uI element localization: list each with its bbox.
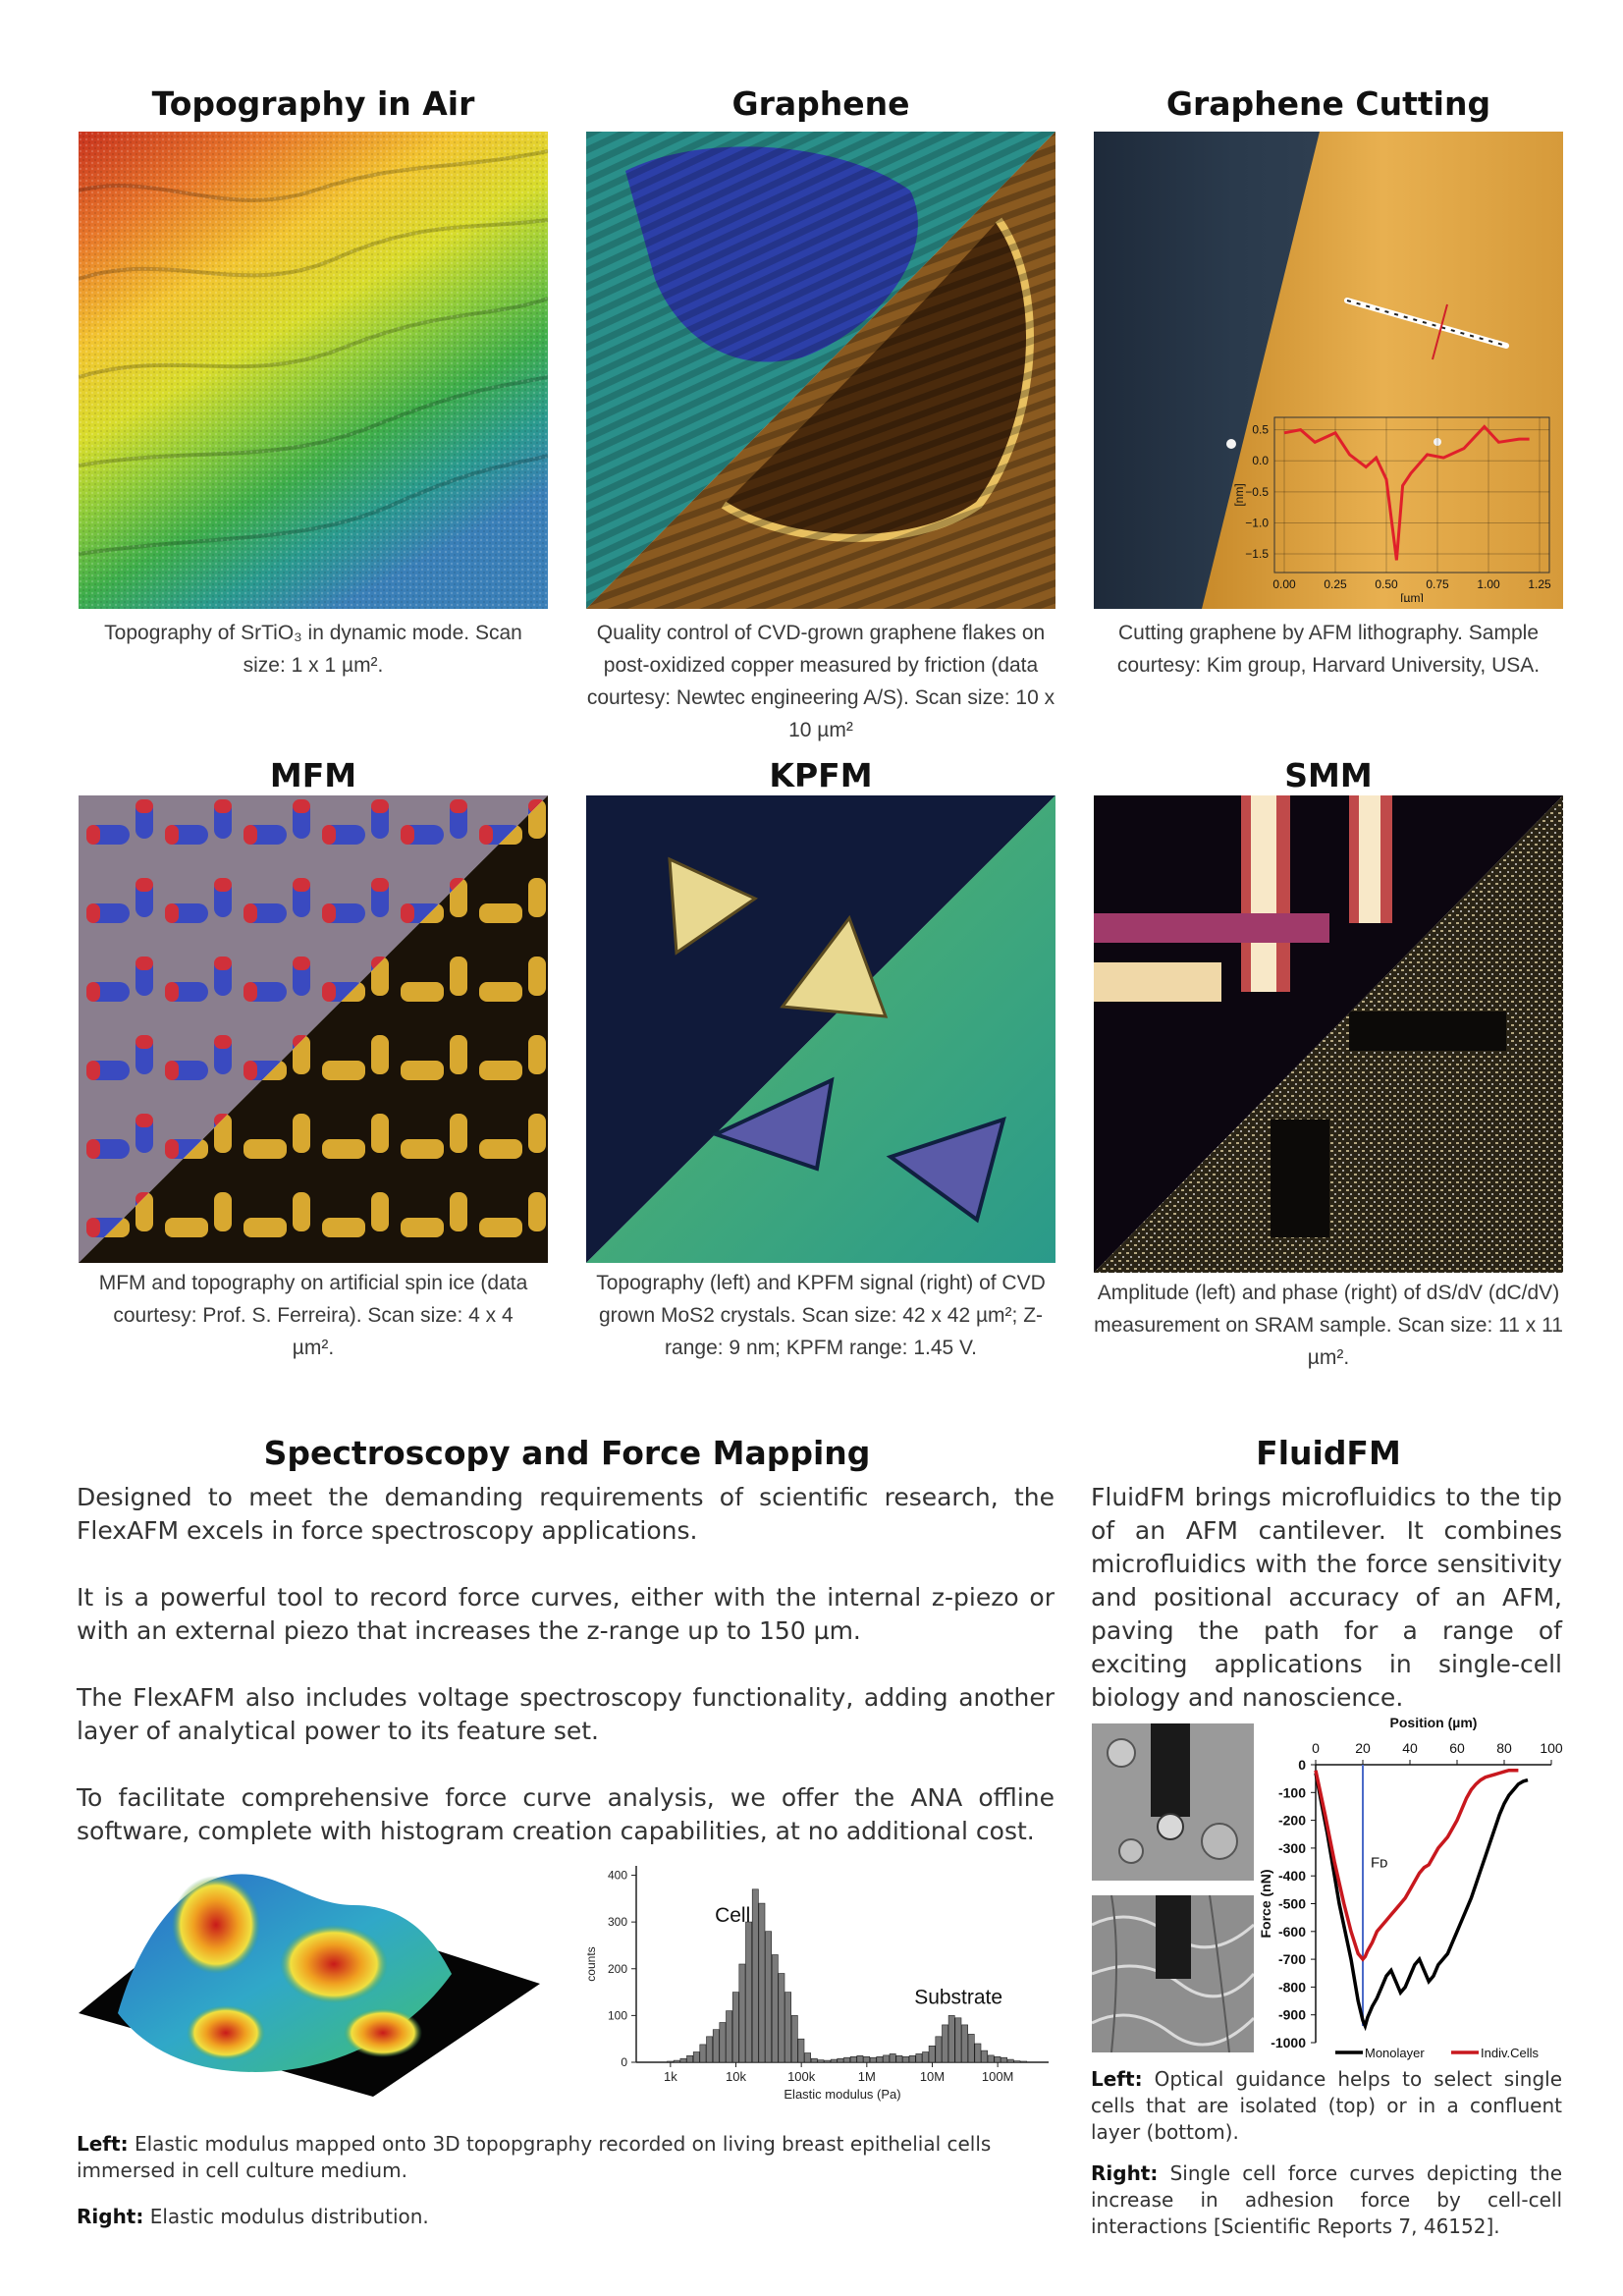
force-fd-label: Fᴅ bbox=[1371, 1854, 1388, 1872]
histogram-bar bbox=[727, 2011, 732, 2062]
caption-text: Quality control of CVD-grown graphene flakes on post-oxidized copper measured by friction (data courtesy: Newtec engineering A/S). Scan size: 10 x 10 µm² bbox=[586, 622, 1055, 741]
histogram-annotation-substrate: Substrate bbox=[914, 1986, 1003, 2009]
topography-image bbox=[79, 132, 548, 609]
caption-text: Elastic modulus mapped onto 3D topopgraphy recorded on living breast epithelial cells immersed in cell culture medium. bbox=[77, 2132, 992, 2182]
mfm-image bbox=[79, 795, 548, 1263]
inset-ytick-label: −0.5 bbox=[1245, 484, 1269, 499]
histogram-ytick-label: 200 bbox=[607, 1961, 627, 1976]
spectroscopy-caption-left bbox=[77, 2131, 1055, 2184]
spectroscopy-paragraph: It is a powerful tool to record force curves, either with the internal z-piezo or with an external piezo that increases the z-range up to 150 µm. bbox=[77, 1583, 1055, 1645]
caption-text: Amplitude (left) and phase (right) of dS/dV (dC/dV) measurement on SRAM sample. Scan size: 11 x 11 µm². bbox=[1094, 1282, 1563, 1369]
histogram-bar bbox=[936, 2037, 942, 2062]
histogram-xtick-label: 100M bbox=[981, 2069, 1014, 2084]
histogram-bar bbox=[864, 2056, 870, 2062]
histogram-bar bbox=[877, 2056, 883, 2062]
histogram-bar bbox=[779, 1974, 784, 2063]
histogram-bar bbox=[713, 2030, 719, 2062]
force-ytick-label: -800 bbox=[1277, 1979, 1306, 1995]
caption-text: Cutting graphene by AFM lithography. Sample courtesy: Kim group, Harvard University, USA. bbox=[1116, 622, 1541, 677]
histogram-bar bbox=[943, 2025, 948, 2062]
histogram-bar bbox=[674, 2060, 679, 2062]
histogram-bar bbox=[988, 2055, 994, 2062]
histogram-bar bbox=[707, 2037, 713, 2062]
panel-title-graphene: Graphene bbox=[731, 84, 910, 123]
force-ytick-label: -100 bbox=[1277, 1784, 1306, 1801]
inset-ytick-label: −1.5 bbox=[1245, 547, 1269, 562]
histogram-bar bbox=[680, 2058, 686, 2062]
histogram-bar bbox=[870, 2057, 876, 2062]
panel-title-kpfm: KPFM bbox=[769, 756, 873, 794]
fluidfm-caption-right bbox=[1091, 2160, 1562, 2240]
inset-xtick-label: 0.50 bbox=[1375, 577, 1398, 591]
panel-title-mfm: MFM bbox=[269, 756, 357, 794]
force-xtick-label: 60 bbox=[1449, 1740, 1465, 1756]
caption-text: Topography (left) and KPFM signal (right) of CVD grown MoS2 crystals. Scan size: 42 x 42 µm²; Z-range: 9 nm; KPFM range: 1.45 V. bbox=[596, 1272, 1046, 1359]
histogram-annotation-cell: Cell bbox=[715, 1904, 751, 1928]
spectroscopy-text bbox=[77, 1481, 1055, 1882]
histogram-bar bbox=[844, 2057, 850, 2062]
histogram-bar bbox=[700, 2045, 706, 2062]
histogram-bar bbox=[720, 2023, 726, 2063]
force-curve-chart bbox=[1257, 1714, 1571, 2067]
panel-caption-mfm bbox=[98, 1267, 528, 1364]
caption-label: Left: bbox=[77, 2132, 129, 2156]
histogram-ytick-label: 0 bbox=[621, 2055, 627, 2069]
panel-title-topography: Topography in Air bbox=[151, 84, 475, 123]
force-series-line bbox=[1316, 1774, 1528, 2027]
histogram-bar bbox=[909, 2055, 915, 2062]
force-ytick-label: -200 bbox=[1277, 1812, 1306, 1829]
histogram-bar bbox=[831, 2059, 837, 2062]
inset-xtick-label: 1.00 bbox=[1477, 577, 1500, 591]
histogram-bar bbox=[916, 2053, 922, 2062]
panel-caption-graphene-cutting bbox=[1094, 617, 1563, 682]
caption-label: Right: bbox=[77, 2205, 144, 2228]
inset-ytick-label: 0.0 bbox=[1252, 454, 1269, 468]
spectroscopy-paragraph: Designed to meet the demanding requirements of scientific research, the FlexAFM excels in force spectroscopy applications. bbox=[77, 1483, 1055, 1545]
force-ytick-label: -1000 bbox=[1271, 2035, 1306, 2050]
spectroscopy-paragraph: The FlexAFM also includes voltage spectroscopy functionality, adding another layer of analytical power to its feature set. bbox=[77, 1683, 1055, 1745]
force-xtick-label: 80 bbox=[1496, 1740, 1512, 1756]
histogram-bar bbox=[948, 2015, 954, 2062]
inset-xtick-label: 0.00 bbox=[1272, 577, 1296, 591]
caption-text: Optical guidance helps to select single cells that are isolated (top) or in a confluent layer (bottom). bbox=[1091, 2067, 1562, 2144]
histogram-bar bbox=[746, 1922, 752, 2062]
panel-caption-graphene bbox=[581, 617, 1060, 746]
force-ylabel: Force (nN) bbox=[1258, 1869, 1273, 1939]
elastic-modulus-histogram bbox=[577, 1856, 1058, 2121]
histogram-bar bbox=[805, 2053, 811, 2063]
histogram-bar bbox=[772, 1955, 778, 2063]
optical-image-isolated-cell bbox=[1092, 1723, 1254, 1881]
histogram-ytick-label: 300 bbox=[607, 1915, 627, 1930]
histogram-bar bbox=[739, 1964, 745, 2062]
histogram-xtick-label: 100k bbox=[787, 2069, 816, 2084]
histogram-xlabel: Elastic modulus (Pa) bbox=[784, 2087, 901, 2102]
histogram-bar bbox=[975, 2044, 981, 2062]
histogram-bar bbox=[825, 2060, 831, 2062]
panel-caption-topography bbox=[88, 617, 538, 682]
force-xtick-label: 0 bbox=[1312, 1740, 1320, 1756]
kpfm-image bbox=[586, 795, 1055, 1263]
histogram-bar bbox=[982, 2050, 988, 2062]
fluidfm-text bbox=[1091, 1481, 1562, 1715]
inset-xlabel: [µm] bbox=[1400, 591, 1424, 602]
histogram-bar bbox=[995, 2056, 1001, 2062]
force-ytick-label: -700 bbox=[1277, 1951, 1306, 1968]
histogram-bar bbox=[818, 2060, 824, 2062]
graphene-image bbox=[586, 132, 1055, 609]
panel-caption-smm bbox=[1094, 1277, 1563, 1374]
histogram-bar bbox=[850, 2056, 856, 2062]
force-ytick-label: -500 bbox=[1277, 1895, 1306, 1912]
histogram-bar bbox=[732, 1993, 738, 2062]
histogram-bar bbox=[962, 2025, 968, 2062]
histogram-bar bbox=[896, 2055, 902, 2062]
histogram-bar bbox=[1021, 2061, 1027, 2062]
histogram-bar bbox=[687, 2055, 693, 2062]
spectroscopy-paragraph: To facilitate comprehensive force curve analysis, we offer the ANA offline software, complete with histogram creation capabilities, at no additional cost. bbox=[77, 1783, 1055, 1845]
histogram-bar bbox=[752, 1889, 758, 2062]
force-ytick-label: 0 bbox=[1298, 1757, 1306, 1773]
histogram-bar bbox=[759, 1903, 765, 2062]
histogram-bar bbox=[857, 2055, 863, 2062]
fluidfm-paragraph: FluidFM brings microfluidics to the tip of an AFM cantilever. It combines microfluidics with the force sensitivity and positional accuracy of an AFM, paving the path for a range of exciting applications in single-cell biology and nanoscience. bbox=[1091, 1483, 1562, 1712]
force-legend-label: Monolayer bbox=[1365, 2046, 1425, 2060]
force-ytick-label: -400 bbox=[1277, 1868, 1306, 1885]
smm-image bbox=[1094, 795, 1563, 1273]
optical-image-confluent-layer bbox=[1092, 1895, 1254, 2052]
histogram-bar bbox=[890, 2053, 895, 2062]
section-title-spectroscopy: Spectroscopy and Force Mapping bbox=[263, 1434, 871, 1472]
histogram-bar bbox=[838, 2058, 843, 2062]
force-legend-label: Indiv.Cells bbox=[1481, 2046, 1540, 2060]
inset-ytick-label: 0.5 bbox=[1252, 422, 1269, 437]
histogram-bar bbox=[884, 2055, 890, 2062]
histogram-xtick-label: 1M bbox=[857, 2069, 876, 2084]
force-ytick-label: -600 bbox=[1277, 1923, 1306, 1940]
force-xtick-label: 20 bbox=[1355, 1740, 1371, 1756]
histogram-ytick-label: 100 bbox=[607, 2008, 627, 2023]
caption-label: Left: bbox=[1091, 2067, 1143, 2091]
histogram-bar bbox=[1007, 2059, 1013, 2062]
caption-text: Elastic modulus distribution. bbox=[149, 2205, 429, 2228]
histogram-bar bbox=[929, 2046, 935, 2062]
force-xtick-label: 100 bbox=[1540, 1740, 1563, 1756]
caption-text: Topography of SrTiO₃ in dynamic mode. Scan size: 1 x 1 µm². bbox=[104, 622, 522, 677]
force-ytick-label: -300 bbox=[1277, 1839, 1306, 1856]
histogram-bar bbox=[1014, 2061, 1020, 2062]
caption-text: MFM and topography on artificial spin ice (data courtesy: Prof. S. Ferreira). Scan size: 4 x 4 µm². bbox=[98, 1272, 528, 1359]
inset-xtick-label: 1.25 bbox=[1528, 577, 1551, 591]
histogram-bar bbox=[955, 2018, 961, 2062]
inset-ylabel: [nm] bbox=[1232, 483, 1246, 507]
histogram-ytick-label: 400 bbox=[607, 1868, 627, 1883]
elastic-modulus-3d-map bbox=[79, 1846, 540, 2102]
spectroscopy-caption-right bbox=[77, 2204, 1055, 2230]
inset-xtick-label: 0.25 bbox=[1324, 577, 1347, 591]
inset-xtick-label: 0.75 bbox=[1426, 577, 1449, 591]
cutting-inset-chart bbox=[1216, 406, 1563, 602]
histogram-xtick-label: 10k bbox=[726, 2069, 746, 2084]
histogram-xtick-label: 10M bbox=[919, 2069, 946, 2084]
histogram-bar bbox=[693, 2052, 699, 2063]
force-xtick-label: 40 bbox=[1402, 1740, 1418, 1756]
panel-caption-kpfm bbox=[586, 1267, 1055, 1364]
inset-profile-line bbox=[1284, 427, 1530, 561]
histogram-bar bbox=[785, 1993, 791, 2062]
panel-title-graphene-cutting: Graphene Cutting bbox=[1165, 84, 1491, 123]
histogram-bar bbox=[668, 2061, 674, 2062]
caption-label: Right: bbox=[1091, 2161, 1159, 2185]
histogram-bar bbox=[968, 2034, 974, 2062]
fluidfm-caption-left bbox=[1091, 2066, 1562, 2146]
caption-text: Single cell force curves depicting the increase in adhesion force by cell-cell interactions [Scientific Reports 7, 46152]. bbox=[1091, 2161, 1563, 2238]
histogram-bar bbox=[798, 2039, 804, 2062]
histogram-bar bbox=[923, 2052, 929, 2063]
panel-title-smm: SMM bbox=[1284, 756, 1373, 794]
force-chart-title: Position (µm) bbox=[1389, 1715, 1478, 1730]
section-title-fluidfm: FluidFM bbox=[1256, 1434, 1401, 1472]
histogram-bar bbox=[766, 1932, 772, 2062]
force-ytick-label: -900 bbox=[1277, 2006, 1306, 2023]
inset-ytick-label: −1.0 bbox=[1245, 516, 1269, 530]
histogram-bar bbox=[1001, 2057, 1007, 2062]
histogram-bar bbox=[903, 2056, 909, 2062]
histogram-ylabel: counts bbox=[584, 1946, 598, 1982]
histogram-bar bbox=[811, 2058, 817, 2062]
histogram-xtick-label: 1k bbox=[663, 2069, 677, 2084]
histogram-bar bbox=[791, 2015, 797, 2062]
